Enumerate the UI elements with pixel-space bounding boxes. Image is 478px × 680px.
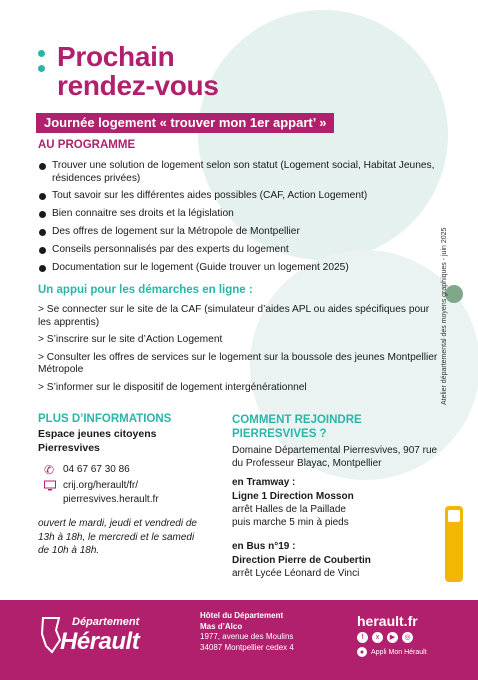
footer-address xyxy=(200,611,294,653)
programme-heading: AU PROGRAMME xyxy=(38,139,136,151)
list-item: Trouver une solution de logement selon son statut (Logement social, Habitat Jeunes, résidences privées) xyxy=(38,160,438,185)
addr-line-2: Mas d’Alco xyxy=(200,621,243,631)
title-line-1: Prochain xyxy=(57,41,175,72)
plus-info-heading: PLUS D’INFORMATIONS xyxy=(38,413,172,425)
credit-text: Atelier départemental des moyens graphiques - juin 2025 xyxy=(441,227,448,405)
bus-stop: arrêt Lycée Léonard de Vinci xyxy=(232,568,360,579)
facebook-icon[interactable]: f xyxy=(357,632,368,643)
list-item: > Consulter les offres de services sur le logement sur la boussole des jeunes Montpellier Métropole xyxy=(38,351,438,376)
tram-line: Ligne 1 Direction Mosson xyxy=(232,491,354,502)
phone-number[interactable]: 04 67 67 30 86 xyxy=(63,464,130,475)
phone-icon: ✆ xyxy=(44,463,55,477)
place-line-1: Espace jeunes citoyens xyxy=(38,428,157,440)
event-banner: Journée logement « trouver mon 1er appart’ » xyxy=(36,113,334,133)
list-item: Bien connaitre ses droits et la législation xyxy=(38,208,438,221)
list-item: > Se connecter sur le site de la CAF (simulateur d’aides APL ou aides spécifiques pour les apprentis) xyxy=(38,304,430,328)
social-links xyxy=(357,632,413,643)
falc-badge xyxy=(445,506,463,582)
herault-logo-icon xyxy=(40,616,62,654)
list-item: > S’informer sur le dispositif de logement intergénérationnel xyxy=(38,381,307,393)
dot-1 xyxy=(38,50,45,57)
bus-label: en Bus n°19 : xyxy=(232,541,296,552)
rejoindre-heading xyxy=(232,413,362,441)
youtube-icon[interactable]: ▶ xyxy=(387,632,398,643)
list-item: Tout savoir sur les différentes aides possibles (CAF, Action Logement) xyxy=(38,190,438,203)
x-icon[interactable]: x xyxy=(372,632,383,643)
place-name xyxy=(38,428,156,455)
list-item: > S’inscrire sur le site d’Action Logement xyxy=(38,334,223,346)
programme-list xyxy=(38,160,438,280)
web-link-1[interactable]: crij.org/herault/fr/ xyxy=(63,480,139,491)
rejoindre-heading-2: PIERRESVIVES ? xyxy=(232,428,327,440)
appui-heading: Un appui pour les démarches en ligne : xyxy=(38,284,253,296)
appui-list xyxy=(38,304,438,400)
rejoindre-heading-1: COMMENT REJOINDRE xyxy=(232,414,362,426)
bus-line: Direction Pierre de Coubertin xyxy=(232,555,371,566)
logo-department-name: Hérault xyxy=(60,628,140,655)
title-dots xyxy=(38,50,46,80)
logo-department-label: Département xyxy=(72,616,140,628)
venue-address: Domaine Départemental Pierresvives, 907 rue du Professeur Blayac, Montpellier xyxy=(232,445,438,469)
title-line-2: rendez-vous xyxy=(57,70,219,101)
computer-icon xyxy=(44,480,56,494)
instagram-icon[interactable]: ◎ xyxy=(402,632,413,643)
falc-icon xyxy=(448,510,460,522)
app-link[interactable] xyxy=(357,647,427,657)
addr-line-3: 1977, avenue des Moulins xyxy=(200,632,294,641)
list-item: Conseils personnalisés par des experts du logement xyxy=(38,244,438,257)
dot-2 xyxy=(38,65,45,72)
tram-walk: puis marche 5 min à pieds xyxy=(232,517,349,528)
place-line-2: Pierresvives xyxy=(38,441,100,454)
page-title xyxy=(57,42,219,100)
opening-hours: ouvert le mardi, jeudi et vendredi de 13h à 18h, le mercredi et le samedi de 10h à 18h. xyxy=(38,518,197,556)
tram-stop: arrêt Halles de la Paillade xyxy=(232,504,346,515)
list-item: Documentation sur le logement (Guide trouver un logement 2025) xyxy=(38,262,438,275)
tram-info xyxy=(232,490,354,529)
bus-info xyxy=(232,554,371,580)
app-icon: ● xyxy=(357,647,367,657)
website-link[interactable]: herault.fr xyxy=(357,613,418,629)
list-item: Des offres de logement sur la Métropole de Montpellier xyxy=(38,226,438,239)
footer xyxy=(0,600,478,680)
tram-label: en Tramway : xyxy=(232,477,296,488)
web-link-2[interactable]: pierresvives.herault.fr xyxy=(63,494,159,505)
app-label: Appli Mon Hérault xyxy=(371,648,427,656)
addr-line-4: 34087 Montpellier cedex 4 xyxy=(200,642,294,652)
addr-line-1: Hôtel du Département xyxy=(200,611,284,620)
